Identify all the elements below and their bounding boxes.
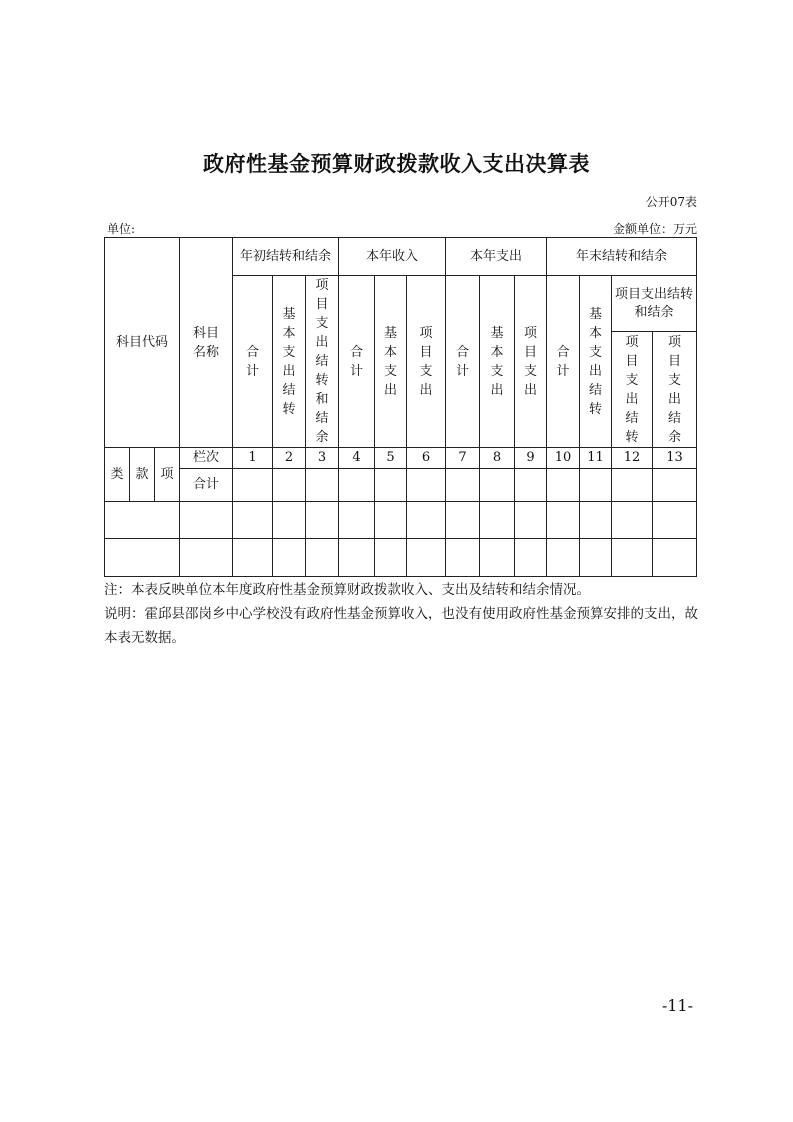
data-cell <box>306 502 339 539</box>
end-project-carry-balance-header: 项目支出结转和结余 <box>612 276 697 332</box>
column-number: 9 <box>515 448 547 469</box>
data-cell <box>612 539 653 577</box>
data-cell <box>105 502 180 539</box>
section-header: 款 <box>130 448 155 502</box>
table-code: 公开07表 <box>645 195 697 209</box>
data-cell <box>306 469 339 502</box>
data-cell <box>180 539 233 577</box>
data-cell <box>480 502 515 539</box>
data-cell <box>515 539 547 577</box>
end-basic-carry-header: 基本支出结转 <box>580 276 612 448</box>
data-cell <box>273 539 306 577</box>
table-explanation: 说明：霍邱县邵岗乡中心学校没有政府性基金预算收入，也没有使用政府性基金预算安排的支出，故本表无数据。 <box>104 606 698 646</box>
column-number: 1 <box>233 448 273 469</box>
end-project-carry-header: 项目支出结转 <box>612 332 653 448</box>
begin-project-expense-header: 项目支出结转和结余 <box>306 276 339 448</box>
expense-header: 本年支出 <box>446 238 547 276</box>
end-total-header: 合计 <box>547 276 580 448</box>
expense-project-header: 项目支出 <box>515 276 547 448</box>
expense-basic-header: 基本支出 <box>480 276 515 448</box>
column-number: 11 <box>580 448 612 469</box>
category-header: 类 <box>105 448 130 502</box>
income-header: 本年收入 <box>339 238 446 276</box>
income-basic-header: 基本支出 <box>375 276 407 448</box>
data-cell <box>653 539 697 577</box>
column-number: 7 <box>446 448 480 469</box>
data-cell <box>407 502 446 539</box>
data-cell <box>233 469 273 502</box>
subject-name-header: 科目名称 <box>180 238 233 448</box>
data-cell <box>375 539 407 577</box>
begin-total-header: 合计 <box>233 276 273 448</box>
data-cell <box>653 502 697 539</box>
column-number: 3 <box>306 448 339 469</box>
income-project-header: 项目支出 <box>407 276 446 448</box>
column-number: 8 <box>480 448 515 469</box>
table-row <box>105 502 697 539</box>
row-label-cell: 栏次 <box>180 448 233 469</box>
column-number: 6 <box>407 448 446 469</box>
data-cell <box>407 469 446 502</box>
data-cell <box>580 502 612 539</box>
column-number: 2 <box>273 448 306 469</box>
data-cell <box>480 469 515 502</box>
expense-total-header: 合计 <box>446 276 480 448</box>
column-number: 10 <box>547 448 580 469</box>
page-number: -11- <box>661 996 693 1015</box>
column-number: 4 <box>339 448 375 469</box>
subject-code-header: 科目代码 <box>105 238 180 448</box>
data-cell <box>515 469 547 502</box>
data-cell <box>339 502 375 539</box>
amount-unit-label: 金额单位：万元 <box>612 222 697 236</box>
data-cell <box>480 539 515 577</box>
data-cell <box>446 539 480 577</box>
data-cell <box>547 469 580 502</box>
data-cell <box>375 469 407 502</box>
data-cell <box>105 539 180 577</box>
data-cell <box>375 502 407 539</box>
data-cell <box>273 502 306 539</box>
data-cell <box>547 539 580 577</box>
begin-basic-expense-header: 基本支出结转 <box>273 276 306 448</box>
end-project-balance-header: 项目支出结余 <box>653 332 697 448</box>
begin-balance-header: 年初结转和结余 <box>233 238 339 276</box>
column-number: 13 <box>653 448 697 469</box>
income-total-header: 合计 <box>339 276 375 448</box>
data-cell <box>306 539 339 577</box>
page-title: 政府性基金预算财政拨款收入支出决算表 <box>203 152 590 176</box>
data-cell <box>547 502 580 539</box>
data-cell <box>339 469 375 502</box>
sum-label-cell: 合计 <box>180 469 233 502</box>
table-row <box>105 539 697 577</box>
data-cell <box>233 539 273 577</box>
data-cell <box>233 502 273 539</box>
end-balance-header: 年末结转和结余 <box>547 238 697 276</box>
data-cell <box>580 469 612 502</box>
item-header: 项 <box>155 448 180 502</box>
unit-label: 单位: <box>107 222 136 236</box>
data-cell <box>180 502 233 539</box>
data-cell <box>407 539 446 577</box>
data-cell <box>612 469 653 502</box>
data-cell <box>653 469 697 502</box>
data-cell <box>339 539 375 577</box>
data-cell <box>446 469 480 502</box>
data-cell <box>612 502 653 539</box>
column-number: 12 <box>612 448 653 469</box>
data-cell <box>580 539 612 577</box>
column-number: 5 <box>375 448 407 469</box>
budget-table <box>104 237 697 577</box>
table-note: 注：本表反映单位本年度政府性基金预算财政拨款收入、支出及结转和结余情况。 <box>104 582 590 598</box>
data-cell <box>515 502 547 539</box>
data-cell <box>273 469 306 502</box>
data-cell <box>446 502 480 539</box>
